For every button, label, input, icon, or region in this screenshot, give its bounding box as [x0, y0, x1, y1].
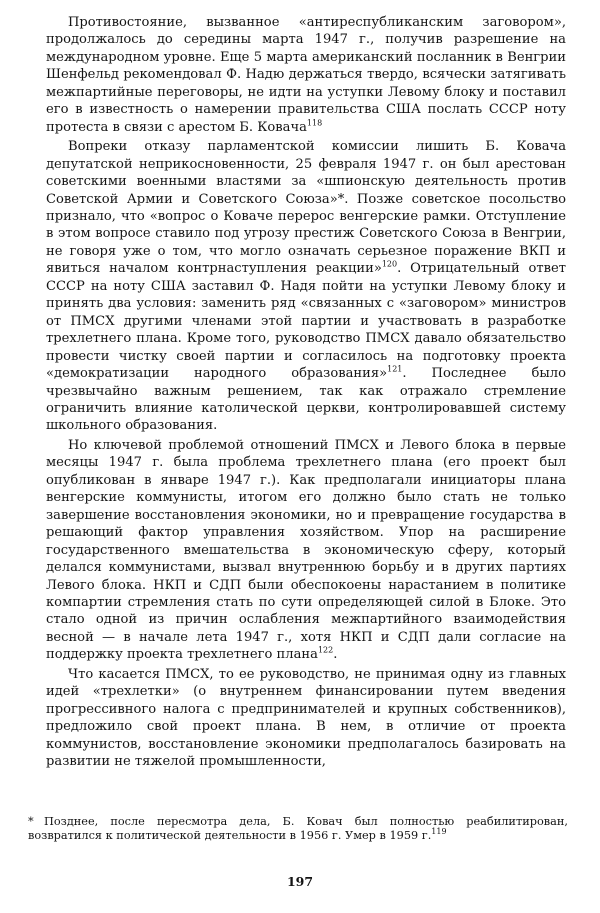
paragraph-4: [46, 666, 566, 771]
endnote-ref-118: 118: [306, 118, 323, 128]
endnote-ref-120: 120: [381, 259, 398, 269]
paragraph-3-text: Но ключевой проблемой отношений ПМСХ и Левого блока в первые месяцы 1947 г. была проблема трехлетнего плана (его проект был опубликован в январе 1947 г.). Как предполагали инициаторы плана венгерские коммунисты, итогом его должно было стать не только завершение восстановления экономики, но и превращение государства в решающий фактор управления хозяйством. Упор на расширение государственного вмешательства в экономическую сферу, который делался коммунистами, вызвал внутреннюю борьбу и в других партиях Левого блока. НКП и СДП были обеспокоены нарастанием в политике компартии стремления стать по сути определяющей силой в Блоке. Это стало одной из причин ослабления межпартийного взаимодействия весной — в начале лета 1947 г., хотя НКП и СДП дали согласие на поддержку проекта трехлетнего плана: [46, 437, 566, 663]
footnote: [28, 815, 568, 844]
paragraph-2: [46, 138, 566, 435]
footnote-text: Позднее, после пересмотра дела, Б. Ковач был полностью реабилитирован, возвратился к политической деятельности в 1956 г. Умер в 1959 г.: [28, 815, 568, 843]
page-number: 197: [286, 874, 314, 889]
footnote-mark: *: [28, 815, 34, 828]
paragraph-2-middle: . Отрицательный ответ СССР на ноту США заставил Ф. Надя пойти на уступки Левому блоку и принять два условия: заменить ряд «связанных с «заговором» министров от ПМСХ другими членами этой партии и участвовать в разработке трехлетнего плана. Кроме того, руководство ПМСХ давало обязательство провести чистку своей партии и согласилось на подготовку проекта «демократизации народного образования»: [46, 261, 566, 382]
footnote-ref-119: 119: [431, 827, 447, 837]
paragraph-2-text: Вопреки отказу парламентской комиссии лишить Б. Ковача депутатской неприкосновенности, 25 февраля 1947 г. он был арестован советскими военными властями за «шпионскую деятельность против Советской Армии и Советского Союза»*. Позже советское посольство признало, что «вопрос о Коваче перерос венгерские рамки. Отступление в этом вопросе ставило под угрозу престиж Советского Союза в Венгрии, не говоря уже о том, что могло означать серьезное поражение ВКП и явиться началом контрнаступления реакции»: [46, 139, 566, 277]
endnote-ref-121: 121: [387, 364, 403, 374]
paragraph-4-text: Что касается ПМСХ, то ее руководство, не принимая одну из главных идей «трехлетки» (о внутреннем финансировании путем введения прогрессивного налога с предпринимателей и крупных собственников), предложило свой проект плана. В нем, в отличие от проекта коммунистов, восстановление экономики предполагалось базировать на развитии не тяжелой промышленности,: [46, 666, 566, 770]
paragraph-1-text: Противостояние, вызванное «антиреспубликанским заговором», продолжалось до середины марта 1947 г., получив разрешение на международном уровне. Еще 5 марта американский посланник в Венгрии Шенфельд рекомендовал Ф. Надю держаться твердо, всячески затягивать межпартийные переговоры, не идти на уступки Левому блоку и поставил его в известность о намерении правительства США послать СССР ноту протеста в связи с арестом Б. Ковача: [46, 15, 566, 135]
paragraph-2-tail: . Последнее было чрезвычайно важным решением, так как отражало стремление ограничить влияние католической церкви, контролировавшей систему школьного образования.: [46, 366, 566, 434]
endnote-ref-122: 122: [317, 645, 334, 655]
paragraph-3: [46, 437, 566, 664]
paragraph-3-tail: .: [333, 647, 338, 663]
main-text: [46, 14, 566, 770]
paragraph-1: [46, 14, 566, 136]
